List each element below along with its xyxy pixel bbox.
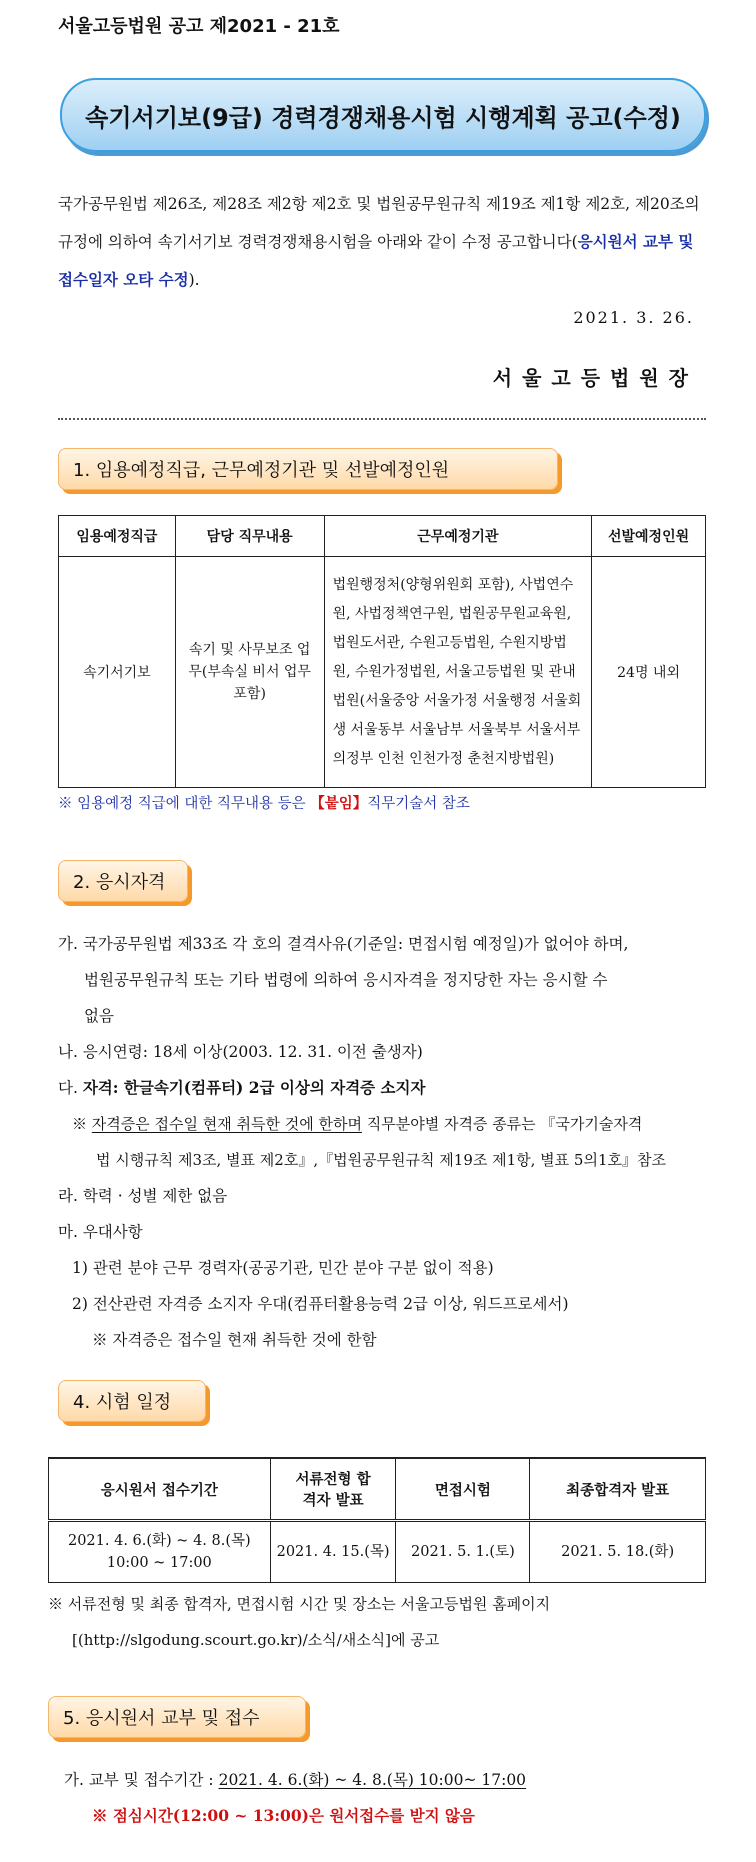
qualification-ga-3: 없음 xyxy=(84,1007,114,1025)
qualification-ra: 라. 학력 · 성별 제한 없음 xyxy=(58,1187,228,1205)
section-heading-1 xyxy=(58,448,558,490)
table-header: 응시원서 접수기간 xyxy=(49,1458,271,1521)
table-header: 면접시험 xyxy=(396,1458,530,1521)
qualification-da xyxy=(58,1076,425,1100)
intro-end: ). xyxy=(188,271,200,289)
notice-number: 서울고등법원 공고 제2021 - 21호 xyxy=(58,16,340,37)
table-header-row xyxy=(49,1458,706,1521)
title-banner xyxy=(60,78,706,152)
table-row xyxy=(49,1521,706,1583)
table-header-row xyxy=(59,516,706,557)
da-note-rest: 직무분야별 자격증 종류는 『국가기술자격 xyxy=(361,1115,643,1133)
section-heading-2-text: 2. 응시자격 xyxy=(73,872,166,893)
qualification-da-note xyxy=(72,1112,642,1136)
schedule-cell: 2021. 4. 15.(목) xyxy=(270,1521,396,1583)
section-heading-4 xyxy=(58,1380,206,1422)
note-prefix: ※ 임용예정 직급에 대한 직무내용 등은 xyxy=(58,796,311,812)
section1-note xyxy=(58,792,470,813)
notice-date: 2021. 3. 26. xyxy=(573,308,694,327)
section-heading-2 xyxy=(58,860,188,902)
schedule-cell: 2021. 4. 6.(화) ~ 4. 8.(목) 10:00 ~ 17:00 xyxy=(49,1521,271,1583)
agency-cell: 법원행정처(양형위원회 포함), 사법연수원, 사법정책연구원, 법원공무원교육원, 법원도서관, 수원고등법원, 수원지방법원, 수원가정법원, 서울고등법원 및 관내 법원(서울중앙 서울가정 서울행정 서울회생 서울동부 서울남부 서울북부 서울서부 의정부 인천 인천가정 춘천지방법원) xyxy=(324,557,592,788)
grade-cell: 속기서기보 xyxy=(59,557,176,788)
preference-1: 1) 관련 분야 근무 경력자(공공기관, 민간 분야 구분 없이 적용) xyxy=(72,1259,494,1277)
table-header: 최종합격자 발표 xyxy=(530,1458,706,1521)
table-header: 근무예정기관 xyxy=(324,516,592,557)
intro-text: 국가공무원법 제26조, 제28조 제2항 제2호 및 법원공무원규칙 제19조 제1항 제2호, 제20조의 규정에 의하여 속기서기보 경력경쟁채용시험을 아래와 같이 수정 공고합니다( xyxy=(58,195,700,251)
schedule-cell: 2021. 5. 1.(토) xyxy=(396,1521,530,1583)
da-prefix: 다. xyxy=(58,1079,83,1097)
schedule-note-2: [(http://slgodung.scourt.go.kr)/소식/새소식]에 공고 xyxy=(72,1631,440,1649)
positions-table xyxy=(58,515,706,788)
schedule-note-1: ※ 서류전형 및 최종 합격자, 면접시험 시간 및 장소는 서울고등법원 홈페이지 xyxy=(48,1595,551,1613)
table-header: 선발예정인원 xyxy=(592,516,706,557)
period-dates: 2021. 4. 6.(화) ~ 4. 8.(목) 10:00~ 17:00 xyxy=(218,1771,527,1789)
da-note-mark: ※ xyxy=(72,1115,92,1133)
table-header: 임용예정직급 xyxy=(59,516,176,557)
qualification-ma: 마. 우대사항 xyxy=(58,1223,143,1241)
qualification-na: 나. 응시연령: 18세 이상(2003. 12. 31. 이전 출생자) xyxy=(58,1043,423,1061)
schedule-table xyxy=(48,1457,706,1583)
da-note-underlined: 자격증은 접수일 현재 취득한 것에 한하며 xyxy=(91,1115,362,1133)
table-header: 서류전형 합격자 발표 xyxy=(270,1458,396,1521)
section-heading-5-text: 5. 응시원서 교부 및 접수 xyxy=(63,1708,260,1729)
section-heading-1-text: 1. 임용예정직급, 근무예정기관 및 선발예정인원 xyxy=(73,460,450,481)
page-title: 속기서기보(9급) 경력경쟁채용시험 시행계획 공고(수정) xyxy=(85,103,681,132)
preference-note: ※ 자격증은 접수일 현재 취득한 것에 한함 xyxy=(92,1331,377,1349)
preference-2: 2) 전산관련 자격증 소지자 우대(컴퓨터활용능력 2급 이상, 워드프로세서) xyxy=(72,1295,569,1313)
qualification-ga-1: 가. 국가공무원법 제33조 각 호의 결격사유(기준일: 면접시험 예정일)가 없어야 하며, xyxy=(58,935,629,953)
duty-cell: 속기 및 사무보조 업무(부속실 비서 업무 포함) xyxy=(175,557,324,788)
schedule-cell: 2021. 5. 18.(화) xyxy=(530,1521,706,1583)
intro-highlight: 응시원서 교부 및 접수일자 오타 수정 xyxy=(58,232,694,289)
lunch-note: ※ 점심시간(12:00 ~ 13:00)은 원서접수를 받지 않음 xyxy=(92,1806,475,1825)
application-period xyxy=(64,1768,526,1792)
table-header: 담당 직무내용 xyxy=(175,516,324,557)
signer: 서울고등법원장 xyxy=(492,366,698,390)
count-cell: 24명 내외 xyxy=(592,557,706,788)
note-suffix: 직무기술서 참조 xyxy=(367,796,470,812)
qualification-da-note-2: 법 시행규칙 제3조, 별표 제2호』,『법원공무원규칙 제19조 제1항, 별표 5의1호』참조 xyxy=(96,1151,666,1169)
section-heading-4-text: 4. 시험 일정 xyxy=(73,1392,172,1413)
period-prefix: 가. 교부 및 접수기간 : xyxy=(64,1771,219,1789)
table-row xyxy=(59,557,706,788)
da-bold: 자격: 한글속기(컴퓨터) 2급 이상의 자격증 소지자 xyxy=(82,1078,426,1097)
section-heading-5 xyxy=(48,1696,306,1738)
note-highlight: 【붙임】 xyxy=(310,795,368,812)
qualification-ga-2: 법원공무원규칙 또는 기타 법령에 의하여 응시자격을 정지당한 자는 응시할 수 xyxy=(84,971,608,989)
divider xyxy=(58,418,706,420)
intro-paragraph xyxy=(58,186,706,299)
